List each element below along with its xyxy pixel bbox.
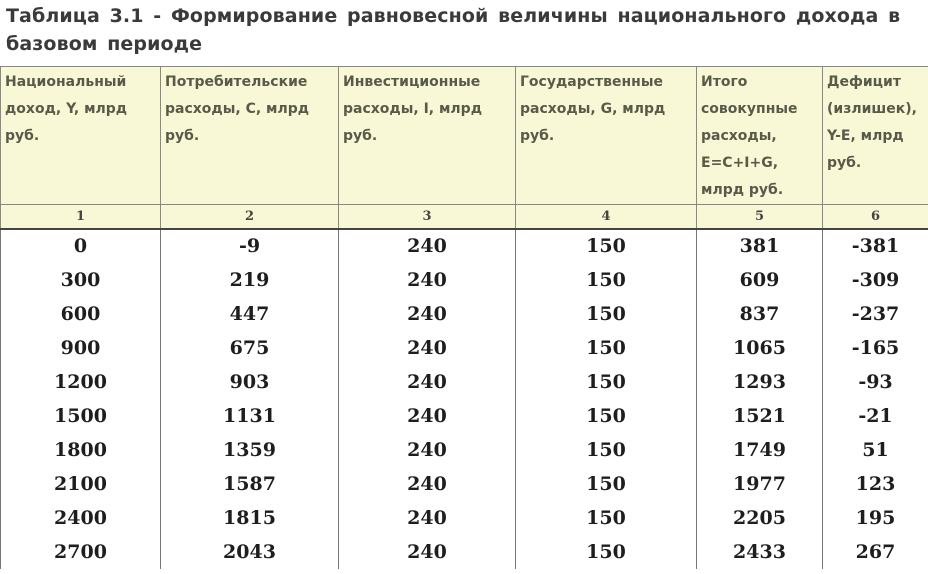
table-cell: 240 (339, 501, 516, 535)
table-cell: -237 (823, 297, 928, 331)
table-cell: 1977 (697, 467, 823, 501)
table-cell: 1065 (697, 331, 823, 365)
column-number: 1 (1, 205, 161, 229)
table-cell: 150 (516, 229, 697, 263)
table-cell: 609 (697, 263, 823, 297)
table-cell: 1749 (697, 433, 823, 467)
table-cell: 2100 (1, 467, 161, 501)
table-cell: 150 (516, 467, 697, 501)
table-cell: 1521 (697, 399, 823, 433)
table-cell: 51 (823, 433, 928, 467)
table-cell: 1587 (161, 467, 339, 501)
table-cell: 1500 (1, 399, 161, 433)
table-row (1, 501, 928, 535)
table-cell: 240 (339, 297, 516, 331)
table-cell: 2400 (1, 501, 161, 535)
table-cell: 150 (516, 535, 697, 569)
table-cell: 900 (1, 331, 161, 365)
table-cell: 1200 (1, 365, 161, 399)
table-cell: 1131 (161, 399, 339, 433)
table-row (1, 535, 928, 569)
table-cell: -309 (823, 263, 928, 297)
column-header-deficit: Дефицит (излишек), Y-E, млрд руб. (823, 67, 928, 205)
table-cell: 150 (516, 501, 697, 535)
table-cell: 267 (823, 535, 928, 569)
table-cell: -21 (823, 399, 928, 433)
table-cell: 447 (161, 297, 339, 331)
table-cell: 1815 (161, 501, 339, 535)
column-header-total-expenditure: Итого совокупные расходы, E=C+I+G, млрд руб. (697, 67, 823, 205)
table-row (1, 263, 928, 297)
table-cell: -381 (823, 229, 928, 263)
table-cell: 240 (339, 229, 516, 263)
table-cell: 240 (339, 433, 516, 467)
table-row (1, 331, 928, 365)
table-cell: 240 (339, 467, 516, 501)
table-cell: 150 (516, 331, 697, 365)
column-number: 4 (516, 205, 697, 229)
table-cell: 240 (339, 263, 516, 297)
table-cell: 600 (1, 297, 161, 331)
column-header-income: Национальный доход, Y, млрд руб. (1, 67, 161, 205)
column-header-government: Государственные расходы, G, млрд руб. (516, 67, 697, 205)
table-row (1, 297, 928, 331)
column-number-row (1, 205, 928, 229)
table-cell: 0 (1, 229, 161, 263)
table-cell: 1800 (1, 433, 161, 467)
table-cell: 240 (339, 331, 516, 365)
table-cell: 240 (339, 365, 516, 399)
column-number: 2 (161, 205, 339, 229)
column-header-consumption: Потребительские расходы, C, млрд руб. (161, 67, 339, 205)
table-row (1, 433, 928, 467)
column-number: 5 (697, 205, 823, 229)
table-row (1, 467, 928, 501)
table-cell: 150 (516, 365, 697, 399)
table-cell: 1293 (697, 365, 823, 399)
table-cell: 675 (161, 331, 339, 365)
header-row (1, 67, 928, 205)
table-row (1, 399, 928, 433)
table-row (1, 229, 928, 263)
table-cell: 123 (823, 467, 928, 501)
table-cell: 2433 (697, 535, 823, 569)
table-cell: 1359 (161, 433, 339, 467)
table-cell: 150 (516, 433, 697, 467)
table-cell: 837 (697, 297, 823, 331)
table-cell: 240 (339, 399, 516, 433)
table-cell: 2700 (1, 535, 161, 569)
table-row (1, 365, 928, 399)
table-title: Таблица 3.1 - Формирование равновесной величины национального дохода в базовом периоде (6, 5, 901, 55)
column-number: 6 (823, 205, 928, 229)
column-header-investment: Инвестиционные расходы, I, млрд руб. (339, 67, 516, 205)
table-cell: 903 (161, 365, 339, 399)
column-number: 3 (339, 205, 516, 229)
table-cell: 240 (339, 535, 516, 569)
table-cell: 2205 (697, 501, 823, 535)
table-cell: 150 (516, 399, 697, 433)
table-cell: 300 (1, 263, 161, 297)
table-cell: 150 (516, 297, 697, 331)
table-cell: 381 (697, 229, 823, 263)
table-cell: -9 (161, 229, 339, 263)
table-cell: 195 (823, 501, 928, 535)
table-cell: -93 (823, 365, 928, 399)
table-cell: -165 (823, 331, 928, 365)
table-cell: 219 (161, 263, 339, 297)
table-cell: 150 (516, 263, 697, 297)
table-cell: 2043 (161, 535, 339, 569)
income-table (0, 66, 928, 569)
